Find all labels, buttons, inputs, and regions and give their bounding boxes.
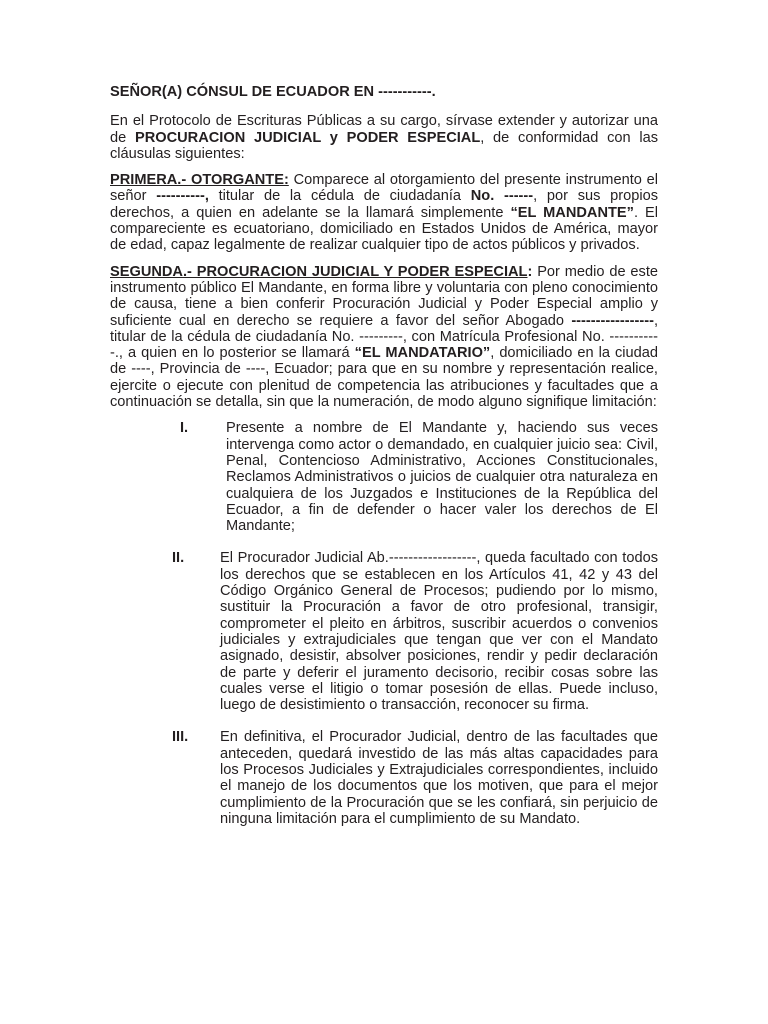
list-item-number: I. — [180, 420, 189, 437]
intro-bold-title: PROCURACION JUDICIAL y PODER ESPECIAL — [134, 129, 481, 146]
list-item-text: En definitiva, el Procurador Judicial, dentro de las facultades que anteceden, quedará investido de las más altas capacidades para los Procesos Judiciales y Extrajudiciales correspondientes, incluido el manejo de los documentos que los motiven, que para el mejor cumplimiento de la Procuración que se les confiará, sin perjuicio de ninguna limitación para el cumplimiento de su Mandato. — [220, 729, 658, 827]
clause-segunda-colon: : — [527, 263, 533, 280]
list-item-number: III. — [172, 729, 189, 746]
clause-segunda-title: SEGUNDA.- PROCURACION JUDICIAL Y PODER ESPECIAL — [110, 263, 528, 280]
clause-segunda — [110, 264, 658, 411]
list-item — [110, 550, 658, 713]
faculties-list — [110, 420, 658, 827]
intro-text-1: En el Protocolo de Escrituras Públicas a su cargo, sírvase extender y autorizar una de — [110, 113, 658, 146]
intro-text-2: , de conformidad con las cláusulas siguientes: — [110, 129, 658, 162]
intro-paragraph — [110, 113, 658, 162]
clause-segunda-text-2: , titular de la cédula de ciudadanía No. ---------, con Matrícula Profesional No. -----------., a quien en lo posterior se llamará — [110, 312, 658, 362]
clause-primera-title: PRIMERA.- OTORGANTE: — [110, 172, 289, 189]
clause-primera-text-4: . El compareciente es ecuatoriano, domiciliado en Estados Unidos de América, mayor de edad, capaz legalmente de realizar cualquier tipo de actos públicos y privados. — [110, 204, 658, 254]
clause-primera-text-2: titular de la cédula de ciudadanía — [208, 188, 471, 205]
clause-segunda-bold-2: “EL MANDATARIO” — [354, 345, 491, 362]
list-item — [110, 729, 658, 827]
document-body — [110, 84, 658, 843]
clause-primera-text-3: , por sus propios derechos, a quien en adelante se la llamará simplemente — [110, 188, 659, 221]
clause-primera — [110, 172, 658, 253]
list-item-text: El Procurador Judicial Ab.------------------, queda facultado con todos los derechos que se establecen en los Artículos 41, 42 y 43 del Código Orgánico General de Procesos; pudiendo por lo mismo, sustituir la Procuración a favor de otro profesional, transigir, comprometer el pleito en árbitros, suscribir acuerdos o convenios judiciales y extrajudiciales que tengan que ver con el Mandato asignado, desistir, absolver posiciones, rendir y pedir declaración de parte y deferir el juramento decisorio, recibir cosas sobre las cuales verse el litigio o tomar posesión de ellas. Puede incluso, luego de desistimiento o transacción, reconocer su firma. — [220, 550, 658, 714]
clause-segunda-text-3: , domiciliado en la ciudad de ----, Provincia de ----, Ecuador; para que en su nombre y representación realice, ejercite o ejecute con plenitud de competencia las atribuciones y facultades que a continuación se detalla, sin que la numeración, de modo alguno signifique limitación: — [110, 345, 659, 411]
clause-primera-text-1: Comparece al otorgamiento del presente instrumento el señor — [110, 172, 658, 205]
clause-primera-bold-1: ----------, — [156, 188, 209, 205]
clause-segunda-bold-1: ----------------- — [571, 312, 654, 329]
clause-primera-bold-2: No. ------ — [470, 188, 534, 205]
clause-segunda-text-1: Por medio de este instrumento público El Mandante, en forma libre y voluntaria con pleno conocimiento de causa, tiene a bien conferir Procuración Judicial y Poder Especial amplio y suficiente cual en derecho se requiere a favor del señor Abogado — [110, 263, 658, 329]
document-heading: SEÑOR(A) CÓNSUL DE ECUADOR EN -----------. — [110, 84, 436, 100]
list-item — [110, 420, 658, 534]
list-item-text: Presente a nombre de El Mandante y, haciendo sus veces intervenga como actor o demandado, en cualquier juicio sea: Civil, Penal, Contencioso Administrativo, Acciones Constitucionales, Reclamos Administrativos o juicios de cualquier otra naturaleza en cualquiera de los Juzgados e Instituciones de la República del Ecuador, a fin de defender o hacer valer los derechos de El Mandante; — [226, 420, 658, 535]
list-item-number: II. — [172, 550, 185, 567]
clause-primera-bold-3: “EL MANDANTE” — [510, 204, 634, 221]
